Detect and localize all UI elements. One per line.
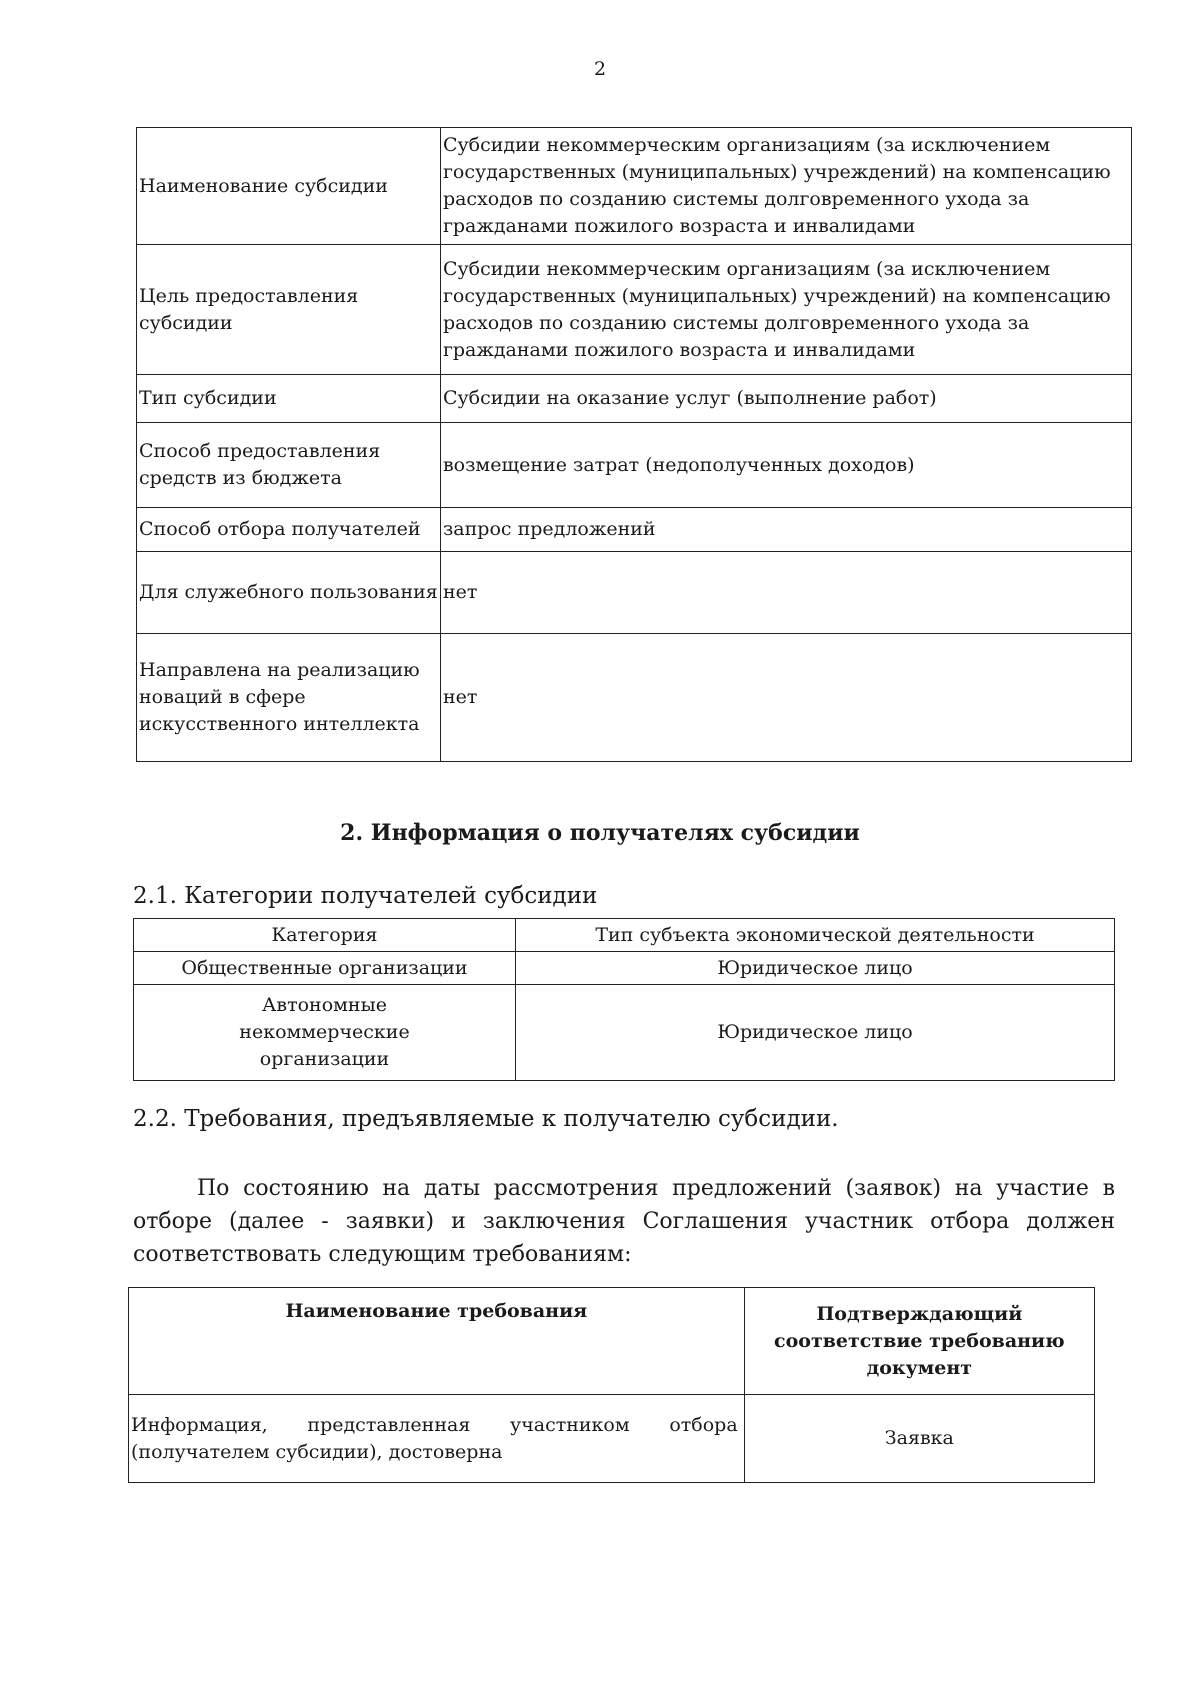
subsection-title: 2.2. Требования, предъявляемые к получателю субсидии. [133,1106,839,1132]
row-value: Субсидии на оказание услуг (выполнение работ) [440,375,1131,423]
table-row [134,985,1115,1081]
row-label: Наименование субсидии [137,128,441,245]
column-header: Категория [134,919,516,952]
requirements-table [128,1287,1095,1483]
row-value: нет [440,634,1131,762]
table-row [137,508,1132,552]
row-label: Способ отбора получателей [137,508,441,552]
table-row [134,952,1115,985]
row-value: Субсидии некоммерческим организациям (за исключением государственных (муниципальных) учреждений) на компенсацию расходов по созданию системы долговременного ухода за гражданами пожилого возраста и инвалидами [440,128,1131,245]
table-row [129,1395,1095,1483]
table-cell: Юридическое лицо [516,952,1115,985]
row-value: возмещение затрат (недополученных доходов) [440,423,1131,508]
categories-table [133,918,1115,1081]
column-header: Наименование требования [129,1288,745,1395]
body-paragraph: По состоянию на даты рассмотрения предложений (заявок) на участие в отборе (далее - заявки) и заключения Соглашения участник отбора должен соответствовать следующим требованиям: [133,1176,1115,1267]
row-label: Цель предоставления субсидии [137,245,441,375]
table-row [137,552,1132,634]
table-row [137,375,1132,423]
table-row [137,245,1132,375]
table-header-row [129,1288,1095,1395]
table-cell: Автономные некоммерческие организации [134,985,516,1081]
table-cell: Общественные организации [134,952,516,985]
column-header: Тип субъекта экономической деятельности [516,919,1115,952]
row-value: нет [440,552,1131,634]
row-value: запрос предложений [440,508,1131,552]
table-cell: Заявка [744,1395,1094,1483]
table-row [137,128,1132,245]
row-value: Субсидии некоммерческим организациям (за исключением государственных (муниципальных) учреждений) на компенсацию расходов по созданию системы долговременного ухода за гражданами пожилого возраста и инвалидами [440,245,1131,375]
table-row [137,634,1132,762]
row-label: Способ предоставления средств из бюджета [137,423,441,508]
table-cell: Юридическое лицо [516,985,1115,1081]
row-label: Для служебного пользования [137,552,441,634]
subsection-title: 2.1. Категории получателей субсидии [133,883,598,909]
table-header-row [134,919,1115,952]
row-label: Направлена на реализацию новаций в сфере искусственного интеллекта [137,634,441,762]
row-label: Тип субсидии [137,375,441,423]
page-number: 2 [593,58,607,80]
table-row [137,423,1132,508]
column-header: Подтверждающий соответствие требованию документ [744,1288,1094,1395]
table-cell: Информация, представленная участником отбора (получателем субсидии), достоверна [129,1395,745,1483]
section-heading: 2. Информация о получателях субсидии [340,820,860,846]
subsidy-info-table [136,127,1132,762]
